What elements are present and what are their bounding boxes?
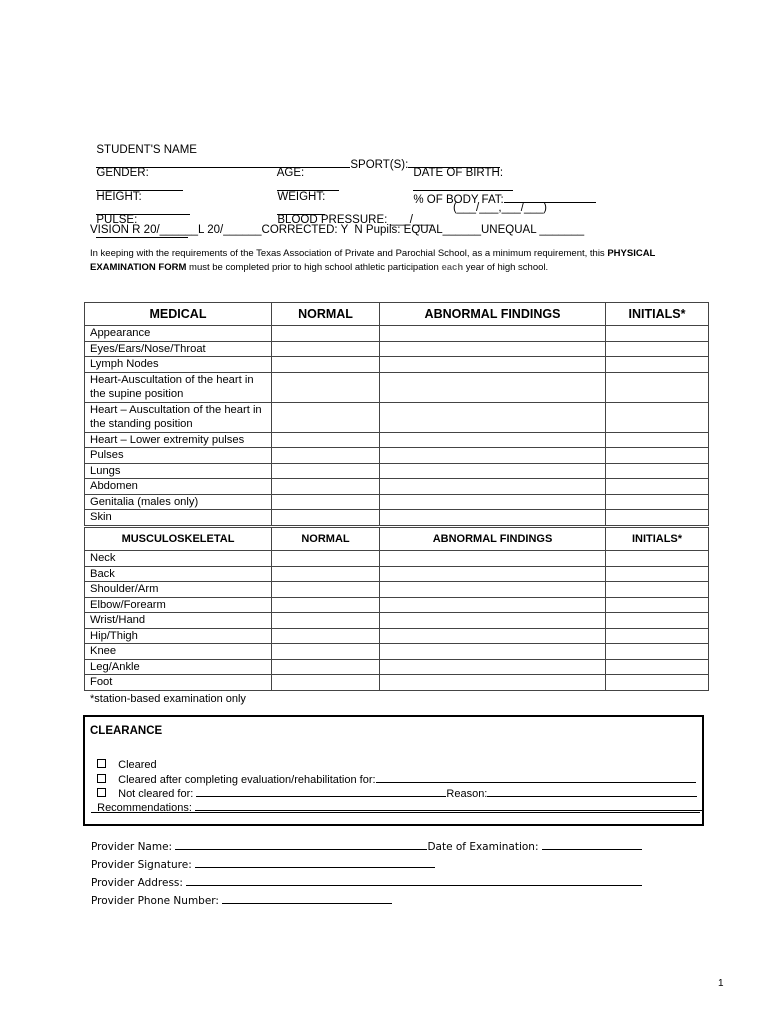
abnormal-cell[interactable] bbox=[380, 357, 606, 373]
initials-cell[interactable] bbox=[606, 357, 709, 373]
table-row bbox=[85, 510, 709, 526]
initials-cell[interactable] bbox=[606, 402, 709, 432]
height-label: HEIGHT: bbox=[96, 191, 142, 203]
table-row bbox=[85, 357, 709, 373]
reason-label: Reason: bbox=[446, 788, 488, 800]
row-label: Hip/Thigh bbox=[85, 628, 272, 644]
provider-signature-field[interactable] bbox=[195, 856, 435, 868]
cleared-after-label: Cleared after completing evaluation/rehabilitation for: bbox=[118, 774, 376, 786]
row-label: Shoulder/Arm bbox=[85, 582, 272, 598]
table-row bbox=[85, 582, 709, 598]
intro-bold-phrase: PHYSICAL EXAMINATION FORM bbox=[90, 248, 656, 273]
musculoskeletal-table bbox=[84, 527, 709, 691]
initials-cell[interactable] bbox=[606, 432, 709, 448]
abnormal-findings-header: ABNORMAL FINDINGS bbox=[380, 528, 606, 551]
normal-cell[interactable] bbox=[272, 510, 380, 526]
medical-header: MEDICAL bbox=[85, 303, 272, 326]
normal-cell[interactable] bbox=[272, 644, 380, 660]
abnormal-cell[interactable] bbox=[380, 551, 606, 567]
provider-signature-row bbox=[91, 856, 435, 871]
abnormal-cell[interactable] bbox=[380, 372, 606, 402]
bp-extra[interactable]: (___/___,___/___) bbox=[453, 202, 547, 214]
row-label: Genitalia (males only) bbox=[85, 494, 272, 510]
row-label: Neck bbox=[85, 551, 272, 567]
table-row bbox=[85, 659, 709, 675]
abnormal-cell[interactable] bbox=[380, 510, 606, 526]
initials-header: INITIALS* bbox=[606, 528, 709, 551]
normal-cell[interactable] bbox=[272, 448, 380, 464]
initials-cell[interactable] bbox=[606, 582, 709, 598]
abnormal-cell[interactable] bbox=[380, 613, 606, 629]
recommendations-row bbox=[91, 788, 703, 814]
abnormal-cell[interactable] bbox=[380, 628, 606, 644]
recommendations-line-2[interactable] bbox=[91, 812, 700, 813]
page-number: 1 bbox=[718, 978, 724, 989]
provider-name-field[interactable] bbox=[175, 838, 427, 850]
initials-cell[interactable] bbox=[606, 494, 709, 510]
normal-cell[interactable] bbox=[272, 372, 380, 402]
normal-cell[interactable] bbox=[272, 326, 380, 342]
initials-cell[interactable] bbox=[606, 463, 709, 479]
initials-cell[interactable] bbox=[606, 644, 709, 660]
table-row bbox=[85, 341, 709, 357]
initials-cell[interactable] bbox=[606, 448, 709, 464]
abnormal-cell[interactable] bbox=[380, 494, 606, 510]
normal-cell[interactable] bbox=[272, 357, 380, 373]
initials-cell[interactable] bbox=[606, 341, 709, 357]
provider-signature-label: Provider Signature: bbox=[91, 859, 192, 871]
abnormal-cell[interactable] bbox=[380, 432, 606, 448]
date-of-examination-label: Date of Examination: bbox=[427, 841, 539, 853]
row-label: Leg/Ankle bbox=[85, 659, 272, 675]
normal-cell[interactable] bbox=[272, 494, 380, 510]
abnormal-cell[interactable] bbox=[380, 326, 606, 342]
row-label: Back bbox=[85, 566, 272, 582]
normal-cell[interactable] bbox=[272, 479, 380, 495]
blood-pressure-label[interactable]: BLOOD PRESSURE: ___/___ bbox=[277, 214, 433, 226]
normal-cell[interactable] bbox=[272, 341, 380, 357]
medical-table bbox=[84, 302, 709, 526]
row-label: Lymph Nodes bbox=[85, 357, 272, 373]
normal-cell[interactable] bbox=[272, 582, 380, 598]
provider-name-row bbox=[91, 838, 642, 853]
provider-phone-row bbox=[91, 892, 392, 907]
row-label: Foot bbox=[85, 675, 272, 691]
table-row bbox=[85, 494, 709, 510]
provider-address-label: Provider Address: bbox=[91, 877, 183, 889]
not-cleared-label: Not cleared for: bbox=[118, 788, 194, 800]
row-label: Pulses bbox=[85, 448, 272, 464]
weight-label: WEIGHT: bbox=[277, 191, 326, 203]
intro-gray-word: each bbox=[441, 262, 464, 273]
normal-cell[interactable] bbox=[272, 597, 380, 613]
sport-label: SPORT(S): bbox=[350, 159, 409, 171]
abnormal-cell[interactable] bbox=[380, 566, 606, 582]
medical-header-row bbox=[85, 303, 709, 326]
normal-cell[interactable] bbox=[272, 628, 380, 644]
initials-cell[interactable] bbox=[606, 597, 709, 613]
dob-label: DATE OF BIRTH: bbox=[413, 167, 504, 179]
abnormal-cell[interactable] bbox=[380, 463, 606, 479]
intro-text-after: year of high school. bbox=[463, 262, 549, 273]
provider-address-row bbox=[91, 874, 642, 889]
row-label: Appearance bbox=[85, 326, 272, 342]
row-label: Wrist/Hand bbox=[85, 613, 272, 629]
intro-text-middle: must be completed prior to high school athletic participation bbox=[186, 262, 442, 273]
abnormal-cell[interactable] bbox=[380, 597, 606, 613]
age-label: AGE: bbox=[276, 167, 305, 179]
vision-line[interactable]: VISION R 20/______L 20/______CORRECTED: Y N Pupils: EQUAL______UNEQUAL _______ bbox=[90, 224, 585, 236]
clearance-title: CLEARANCE bbox=[90, 725, 163, 737]
table-row bbox=[85, 448, 709, 464]
cleared-label: Cleared bbox=[118, 759, 157, 771]
normal-cell[interactable] bbox=[272, 432, 380, 448]
row-label: Elbow/Forearm bbox=[85, 597, 272, 613]
musculoskeletal-header: MUSCULOSKELETAL bbox=[85, 528, 272, 551]
table-row bbox=[85, 479, 709, 495]
initials-cell[interactable] bbox=[606, 628, 709, 644]
abnormal-cell[interactable] bbox=[380, 644, 606, 660]
initials-cell[interactable] bbox=[606, 326, 709, 342]
initials-cell[interactable] bbox=[606, 510, 709, 526]
table-row bbox=[85, 644, 709, 660]
initials-cell[interactable] bbox=[606, 551, 709, 567]
date-of-examination-field[interactable] bbox=[542, 838, 642, 850]
pulse-label: PULSE: bbox=[96, 214, 138, 226]
table-row bbox=[85, 551, 709, 567]
normal-header: NORMAL bbox=[272, 303, 380, 326]
intro-text-before: In keeping with the requirements of the Texas Association of Private and Parochial School, as a minimum requirement, this bbox=[90, 248, 608, 259]
row-label: Heart – Auscultation of the heart in the standing position bbox=[85, 402, 272, 432]
provider-phone-label: Provider Phone Number: bbox=[91, 895, 219, 907]
table-row bbox=[85, 402, 709, 432]
initials-cell[interactable] bbox=[606, 675, 709, 691]
recommendations-label: Recommendations: bbox=[97, 802, 192, 814]
initials-cell[interactable] bbox=[606, 372, 709, 402]
table-row bbox=[85, 597, 709, 613]
student-name-label: STUDENT'S NAME bbox=[96, 144, 197, 156]
normal-cell[interactable] bbox=[272, 463, 380, 479]
initials-cell[interactable] bbox=[606, 659, 709, 675]
abnormal-findings-header: ABNORMAL FINDINGS bbox=[380, 303, 606, 326]
musculoskeletal-header-row bbox=[85, 528, 709, 551]
provider-name-label: Provider Name: bbox=[91, 841, 173, 853]
body-fat-label: % OF BODY FAT: bbox=[413, 194, 504, 206]
gender-label: GENDER: bbox=[96, 167, 149, 179]
table-row bbox=[85, 675, 709, 691]
table-row bbox=[85, 326, 709, 342]
row-label: Knee bbox=[85, 644, 272, 660]
normal-cell[interactable] bbox=[272, 659, 380, 675]
abnormal-cell[interactable] bbox=[380, 448, 606, 464]
normal-cell[interactable] bbox=[272, 566, 380, 582]
normal-cell[interactable] bbox=[272, 675, 380, 691]
abnormal-cell[interactable] bbox=[380, 675, 606, 691]
table-row bbox=[85, 628, 709, 644]
row-label: Abdomen bbox=[85, 479, 272, 495]
bp-label-group bbox=[271, 202, 432, 226]
row-label: Eyes/Ears/Nose/Throat bbox=[85, 341, 272, 357]
abnormal-cell[interactable] bbox=[380, 402, 606, 432]
normal-header: NORMAL bbox=[272, 528, 380, 551]
normal-cell[interactable] bbox=[272, 402, 380, 432]
table-row bbox=[85, 566, 709, 582]
provider-address-field[interactable] bbox=[186, 874, 642, 886]
row-label: Skin bbox=[85, 510, 272, 526]
normal-cell[interactable] bbox=[272, 613, 380, 629]
row-label: Heart-Auscultation of the heart in the supine position bbox=[85, 372, 272, 402]
row-label: Heart – Lower extremity pulses bbox=[85, 432, 272, 448]
initials-cell[interactable] bbox=[606, 613, 709, 629]
abnormal-cell[interactable] bbox=[380, 341, 606, 357]
normal-cell[interactable] bbox=[272, 551, 380, 567]
table-row bbox=[85, 432, 709, 448]
provider-phone-field[interactable] bbox=[222, 892, 392, 904]
table-row bbox=[85, 372, 709, 402]
recommendations-field[interactable] bbox=[195, 800, 703, 811]
abnormal-cell[interactable] bbox=[380, 582, 606, 598]
table-row bbox=[85, 613, 709, 629]
initials-cell[interactable] bbox=[606, 479, 709, 495]
abnormal-cell[interactable] bbox=[380, 659, 606, 675]
table-row bbox=[85, 463, 709, 479]
row-label: Lungs bbox=[85, 463, 272, 479]
abnormal-cell[interactable] bbox=[380, 479, 606, 495]
station-note: *station-based examination only bbox=[90, 693, 246, 705]
initials-header: INITIALS* bbox=[606, 303, 709, 326]
initials-cell[interactable] bbox=[606, 566, 709, 582]
intro-paragraph bbox=[90, 247, 700, 275]
